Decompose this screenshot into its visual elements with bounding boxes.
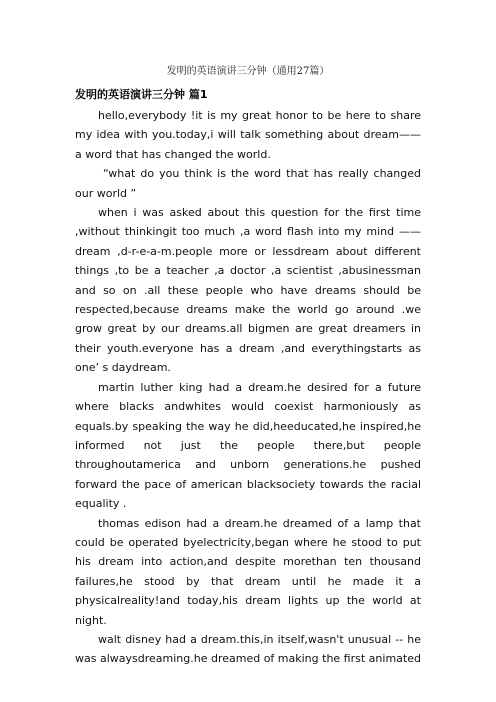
document-title: 发明的英语演讲三分钟（通用27篇） xyxy=(166,66,330,77)
paragraph-walt-disney: walt disney had a dream.this,in itself,wasn't unusual -- he was alwaysdreaming.he dreamed of making the first animated xyxy=(75,632,421,666)
document-body xyxy=(75,106,421,669)
paragraph-martin-luther-king: martin luther king had a dream.he desired for a future where blacks andwhites would coexist harmoniously as equals.by speaking the way he did,heeducated,he inspired,he informed not just the people there,but people throughoutamerica and unborn generations.he pushed forward the pace of american blacksociety towards the racial equality . xyxy=(75,380,421,511)
paragraph-dream: when i was asked about this question for the first time ,without thinkingit too much ,a word flash into my mind ——dream ,d-r-e-a-m.people more or lessdream about different things ,to be a teacher ,a doctor ,a scientist ,abusinessman and so on .all these people who have dreams should be respected,because dreams make the world go around .we grow great by our dreams.all bigmen are great dreamers in their youth.everyone has a dream ,and everythingstarts as one’ s daydream. xyxy=(75,206,421,375)
paragraph-thomas-edison: thomas edison had a dream.he dreamed of a lamp that could be operated byelectricity,began where he stood to put his dream into action,and despite morethan ten thousand failures,he stood by that dream until he made it a physicalreality!and today,his dream lights up the world at night. xyxy=(75,516,421,627)
section-heading: 发明的英语演讲三分钟 篇1 xyxy=(75,88,208,101)
paragraph-greeting: hello,everybody !it is my great honor to be here to share my idea with you.today,i will talk something about dream——a word that has changed the world. xyxy=(75,109,421,161)
paragraph-question: “what do you think is the word that has really changed our world ” xyxy=(75,167,421,200)
